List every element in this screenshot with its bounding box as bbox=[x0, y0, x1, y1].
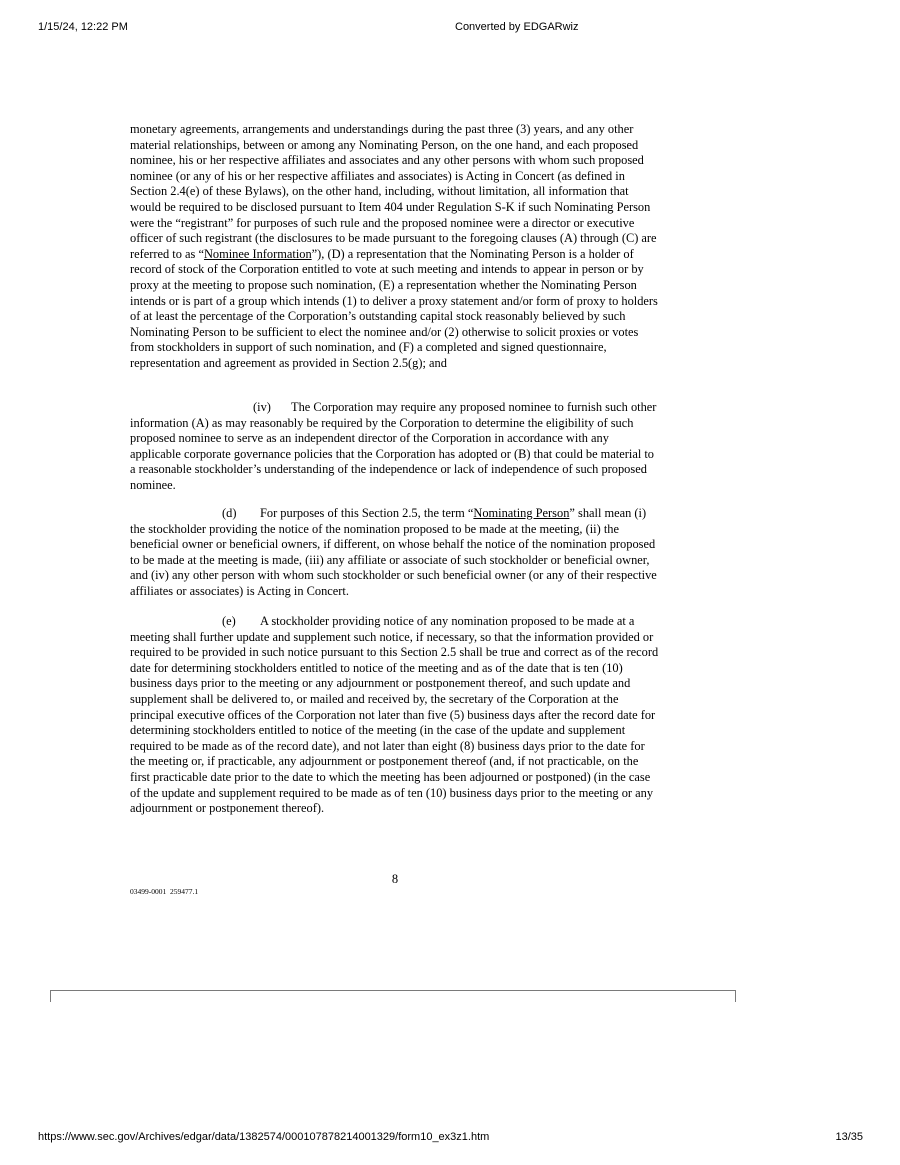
source-url: https://www.sec.gov/Archives/edgar/data/1382574/000107878214001329/form10_ex3z1.htm bbox=[38, 1131, 490, 1143]
paragraph-text: For purposes of this Section 2.5, the term “ bbox=[260, 506, 474, 520]
paragraph-text: ”), (D) a representation that the Nominating Person is a holder of record of stock of the Corporation entitled to vote at such meeting and intends to appear in person or by proxy at the meeting to propose such nomination, (E) a representation whether the Nominating Person intends or is part of a group which intends (1) to deliver a proxy statement and/or form of proxy to holders of at least the percentage of the Corporation’s outstanding capital stock reasonably believed by such Nominating Person to be sufficient to elect the nominee and/or (2) otherwise to solicit proxies or votes from stockholders in support of such nomination, and (F) a completed and signed questionnaire, representation and agreement as provided in Section 2.5(g); and bbox=[130, 246, 658, 370]
paragraph-nominee-information bbox=[130, 122, 660, 372]
print-datetime: 1/15/24, 12:22 PM bbox=[38, 21, 128, 33]
paragraph-text: ” shall mean (i) the stockholder providing the notice of the nomination proposed to be made at the meeting, (ii) the beneficial owner or beneficial owners, if different, on whose behalf the notice of the nomination proposed to be made at the meeting is made, (iii) any affiliate or associate of such stockholder or beneficial owner, and (iv) any other person with whom such stockholder or such beneficial owner (or any of their respective affiliates or associates) is Acting in Concert. bbox=[130, 506, 657, 598]
paragraph-text: A stockholder providing notice of any nomination proposed to be made at a meeting shall further update and supplement such notice, if necessary, so that the information provided or required to be provided in such notice pursuant to this Section 2.5 shall be true and correct as of the record date for determining stockholders entitled to notice of the meeting and as of the date that is ten (10) business days prior to the meeting or any adjournment or postponement thereof, and such update and supplement shall be delivered to, or mailed and received by, the secretary of the Corporation at the principal executive offices of the Corporation not later than five (5) business days after the record date for determining stockholders entitled to notice of the meeting (in the case of the update and supplement required to be made as of the record date), and not later than eight (8) business days prior to the date for the meeting or, if practicable, any adjournment or postponement thereof (and, if not practicable, on the first practicable date prior to the date to which the meeting has been adjourned or postponed) (in the case of the update and supplement required to be made as of ten (10) business days prior to the meeting or any adjournment or postponement thereof). bbox=[130, 614, 659, 816]
paragraph-iv bbox=[130, 400, 660, 494]
clause-label: (d) bbox=[222, 506, 237, 520]
page-frame-border bbox=[50, 990, 736, 1002]
paragraph-text: The Corporation may require any proposed nominee to furnish such other information (A) as may reasonably be required by the Corporation to determine the eligibility of such proposed nominee to serve as an independent director of the Corporation in accordance with any applicable corporate governance policies that the Corporation has adopted or (B) that could be material to a reasonable stockholder’s understanding of the independence or lack of independence of such proposed nominee. bbox=[130, 400, 657, 492]
defined-term-nominee-information: Nominee Information bbox=[203, 246, 312, 261]
print-page-count: 13/35 bbox=[835, 1131, 863, 1143]
defined-term-nominating-person: Nominating Person bbox=[473, 506, 570, 520]
clause-label: (iv) bbox=[253, 400, 271, 414]
paragraph-text: monetary agreements, arrangements and understandings during the past three (3) years, and any other material relationships, between or among any Nominating Person, on the one hand, and each proposed nominee, his or her respective affiliates and associates and any other persons with whom such proposed nominee (or any of his or her respective affiliates and associates) is Acting in Concert (as defined in Section 2.4(e) of these Bylaws), on the other hand, including, without limitation, all information that would be required to be disclosed pursuant to Item 404 under Regulation S-K if such Nominating Person were the “registrant” for purposes of such rule and the proposed nominee were a director or executive officer of such registrant (the disclosures to be made pursuant to the foregoing clauses (A) through (C) are referred to as “ bbox=[130, 122, 657, 261]
converter-credit: Converted by EDGARwiz bbox=[455, 21, 579, 33]
paragraph-e bbox=[130, 614, 660, 817]
paragraph-d bbox=[130, 506, 660, 600]
page-number: 8 bbox=[391, 872, 399, 886]
document-id: 03499-0001 259477.1 bbox=[130, 887, 199, 896]
clause-label: (e) bbox=[222, 614, 236, 628]
